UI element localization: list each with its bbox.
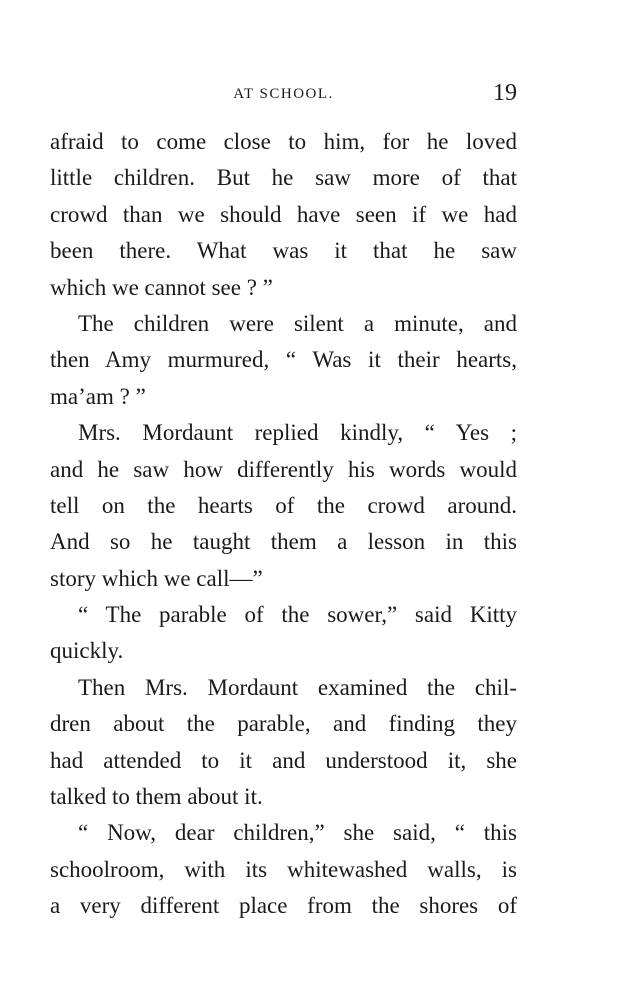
text-line: Then Mrs. Mordaunt examined the chil- (78, 674, 517, 700)
text-line: schoolroom, with its whitewashed walls, is (50, 856, 517, 882)
page-number: 19 (493, 80, 517, 106)
text-line: And so he taught them a lesson in this (50, 529, 517, 555)
text-line: crowd than we should have seen if we had (50, 201, 517, 227)
text-line: “ Now, dear children,” she said, “ this (78, 820, 517, 846)
text-line: afraid to come close to him, for he loved (50, 129, 517, 154)
text-line: and he saw how differently his words would (50, 456, 517, 482)
text-line: dren about the parable, and finding they (50, 711, 517, 737)
body-text (50, 124, 517, 925)
text-line: quickly. (50, 638, 124, 664)
text-line: talked to them about it. (50, 784, 263, 810)
text-line: which we cannot see ? ” (50, 274, 273, 300)
text-line: little children. But he saw more of that (50, 165, 517, 191)
text-line: then Amy murmured, “ Was it their hearts, (50, 347, 517, 373)
running-title: AT SCHOOL. (233, 86, 334, 102)
text-line: been there. What was it that he saw (50, 238, 517, 264)
text-line: ma’am ? ” (50, 383, 146, 409)
text-line: “ The parable of the sower,” said Kitty (78, 602, 517, 628)
text-line: story which we call—” (50, 565, 263, 591)
text-line: had attended to it and understood it, she (50, 747, 517, 773)
running-head (50, 80, 517, 108)
text-line: tell on the hearts of the crowd around. (50, 492, 517, 518)
text-line: Mrs. Mordaunt replied kindly, “ Yes ; (78, 420, 517, 446)
text-line: The children were silent a minute, and (78, 310, 517, 336)
text-line: a very different place from the shores of (50, 893, 517, 919)
